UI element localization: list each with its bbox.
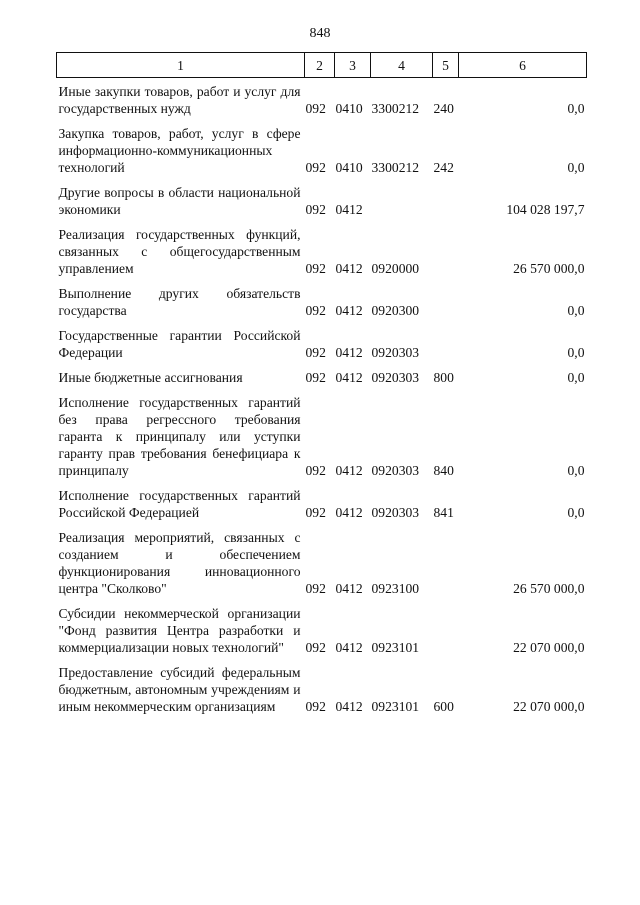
table-row [57, 176, 587, 218]
header-row [57, 53, 587, 78]
row-col5: 600 [433, 699, 454, 714]
row-col2: 092 [305, 640, 326, 655]
row-col3: 0412 [335, 699, 363, 714]
row-col5 [433, 319, 459, 361]
row-col4: 0923101 [371, 699, 420, 714]
row-col4: 0920303 [371, 370, 420, 385]
row-amount: 0,0 [567, 463, 585, 478]
row-amount: 26 570 000,0 [513, 581, 585, 596]
row-col3: 0412 [335, 640, 363, 655]
row-col4: 0923100 [371, 581, 420, 596]
row-col2: 092 [305, 370, 326, 385]
row-col5: 242 [433, 160, 454, 175]
row-col5 [433, 521, 459, 597]
row-name: Закупка товаров, работ, услуг в сфере информационно-коммуникационных технологий [58, 126, 301, 175]
column-header-6: 6 [459, 53, 587, 78]
row-name: Реализация государственных функций, связанных с общегосударственным управлением [58, 227, 301, 276]
row-name: Субсидии некоммерческой организации "Фонд развития Центра разработки и коммерциализации новых технологий" [58, 606, 301, 655]
table-row [57, 386, 587, 479]
row-amount: 104 028 197,7 [506, 202, 585, 217]
column-header-1: 1 [57, 53, 305, 78]
row-amount: 0,0 [567, 370, 585, 385]
row-amount: 22 070 000,0 [513, 640, 585, 655]
row-col2: 092 [305, 202, 326, 217]
row-col4: 0920300 [371, 303, 420, 318]
table-row [57, 361, 587, 386]
row-amount: 22 070 000,0 [513, 699, 585, 714]
row-col3: 0412 [335, 261, 363, 276]
row-col5: 800 [433, 370, 454, 385]
row-col2: 092 [305, 699, 326, 714]
column-header-2: 2 [305, 53, 335, 78]
row-amount: 0,0 [567, 101, 585, 116]
table-row [57, 521, 587, 597]
row-col2: 092 [305, 581, 326, 596]
row-col3: 0412 [335, 463, 363, 478]
row-col4: 0923101 [371, 640, 420, 655]
row-col2: 092 [305, 261, 326, 276]
row-col3: 0412 [335, 202, 363, 217]
row-col4: 0920000 [371, 261, 420, 276]
table-row [57, 597, 587, 656]
row-col3: 0412 [335, 581, 363, 596]
row-col5 [433, 218, 459, 277]
row-col3: 0410 [335, 101, 363, 116]
row-col4: 0920303 [371, 505, 420, 520]
row-amount: 0,0 [567, 505, 585, 520]
row-col4: 3300212 [371, 101, 420, 116]
budget-table [56, 52, 587, 715]
row-name: Реализация мероприятий, связанных с созданием и обеспечением функционирования инновационного центра "Сколково" [58, 530, 301, 596]
row-name: Другие вопросы в области национальной экономики [58, 185, 301, 217]
row-col3: 0412 [335, 370, 363, 385]
row-col2: 092 [305, 505, 326, 520]
row-col5: 840 [433, 463, 454, 478]
row-col5: 240 [433, 101, 454, 116]
row-col2: 092 [305, 345, 326, 360]
table-row [57, 277, 587, 319]
row-col2: 092 [305, 463, 326, 478]
row-col5 [433, 176, 459, 218]
row-col5: 841 [433, 505, 454, 520]
row-name: Иные закупки товаров, работ и услуг для государственных нужд [58, 84, 301, 116]
row-col3: 0412 [335, 345, 363, 360]
row-col4: 3300212 [371, 160, 420, 175]
page-number: 848 [309, 26, 331, 41]
table-row [57, 218, 587, 277]
row-col3: 0410 [335, 160, 363, 175]
table-row [57, 78, 587, 118]
row-col4: 0920303 [371, 345, 420, 360]
row-name: Предоставление субсидий федеральным бюджетным, автономным учреждениям и иным некоммерческим организациям [58, 665, 301, 714]
row-name: Исполнение государственных гарантий без права регрессного требования гаранта к принципалу или уступки гаранту прав требования бенефициара к принципалу [58, 395, 301, 478]
table-row [57, 319, 587, 361]
row-amount: 0,0 [567, 303, 585, 318]
row-amount: 26 570 000,0 [513, 261, 585, 276]
row-col4: 0920303 [371, 463, 420, 478]
row-name: Исполнение государственных гарантий Российской Федерацией [58, 488, 301, 520]
table-row [57, 656, 587, 715]
row-name: Иные бюджетные ассигнования [58, 370, 243, 385]
row-name: Выполнение других обязательств государства [58, 286, 301, 318]
row-col2: 092 [305, 303, 326, 318]
column-header-3: 3 [335, 53, 371, 78]
row-col4 [371, 176, 433, 218]
row-name: Государственные гарантии Российской Федерации [58, 328, 301, 360]
row-col5 [433, 277, 459, 319]
row-amount: 0,0 [567, 345, 585, 360]
row-col2: 092 [305, 101, 326, 116]
row-col5 [433, 597, 459, 656]
column-header-5: 5 [433, 53, 459, 78]
table-row [57, 117, 587, 176]
column-header-4: 4 [371, 53, 433, 78]
row-col3: 0412 [335, 505, 363, 520]
row-col3: 0412 [335, 303, 363, 318]
row-col2: 092 [305, 160, 326, 175]
table-row [57, 479, 587, 521]
row-amount: 0,0 [567, 160, 585, 175]
